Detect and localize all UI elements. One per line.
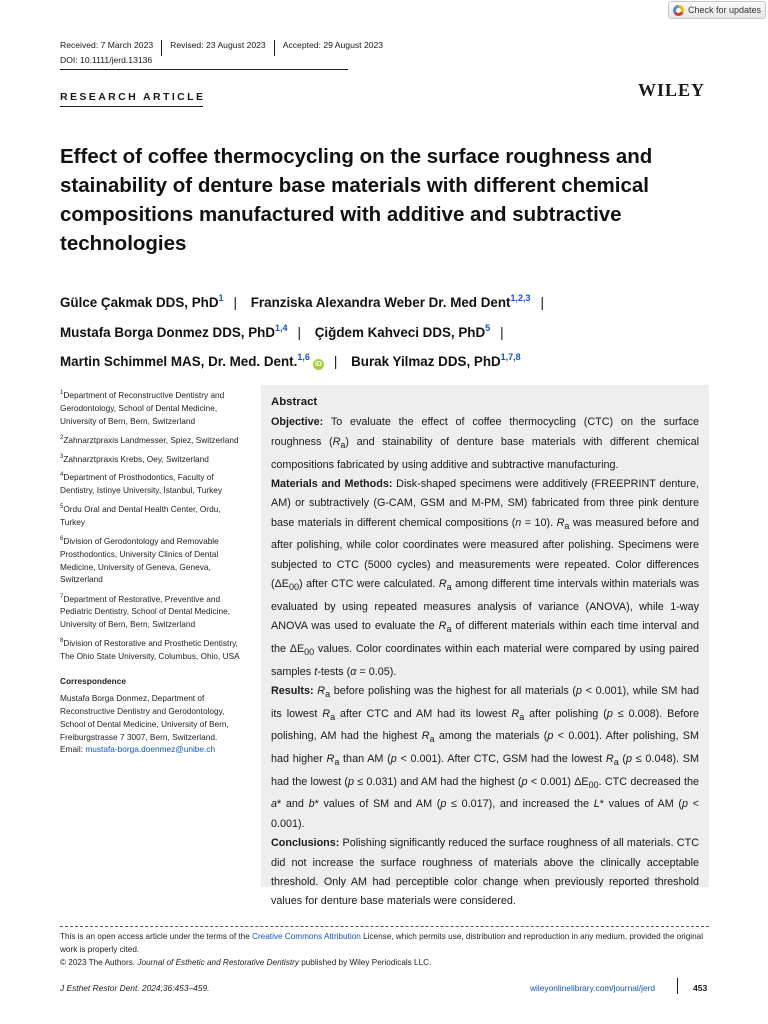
divider [274, 40, 275, 56]
correspondence-email-link[interactable]: mustafa-borga.doenmez@unibe.ch [85, 744, 216, 755]
journal-citation: J Esthet Restor Dent. 2024;36:453–459. [60, 983, 210, 993]
abstract [271, 393, 699, 912]
author-affil-ref[interactable]: 1,6 [297, 352, 310, 362]
check-for-updates-button[interactable] [668, 1, 766, 19]
article-type: RESEARCH ARTICLE [60, 91, 206, 103]
creative-commons-link[interactable]: Creative Commons Attribution [252, 932, 361, 941]
author-list: Gülce Çakmak DDS, PhD$^1$ | Franziska Alexandra Weber Dr. Med Dent$^{1,2,3}$ | Mustafa Borga Donmez DDS, PhD$^{1,4}$ | Çiğdem Kahveci DDS, PhD$^5$ | Martin Schimmel MAS, Dr. Med. Dent.$^{1,6}$iD | Burak Yilmaz DDS, PhD$^{1,7,8}$ [60, 293, 544, 369]
revised-date: Revised: 23 August 2023 [170, 40, 266, 50]
affiliation: $^3$Zahnarztpraxis Krebs, Oey, Switzerland [60, 453, 209, 464]
accepted-date: Accepted: 29 August 2023 [282, 40, 384, 50]
crossmark-icon [673, 5, 684, 16]
publisher-logo: WILEY [638, 80, 706, 100]
author-name: Franziska Alexandra Weber Dr. Med Dent [250, 295, 511, 310]
abstract-objective: Objective: To evaluate the effect of coffee thermocycling (CTC) on the surface roughness $(R_a)$ and stainability of denture base materials with different chemical compositions fabricated by using additive and subtractive manufacturing. [271, 416, 699, 471]
author-name: Burak Yilmaz DDS, PhD [351, 354, 501, 369]
abstract-heading: Abstract [271, 396, 318, 408]
doi: DOI: 10.1111/jerd.13136 [60, 55, 153, 65]
affiliation: $^7$Department of Restorative, Preventive and Pediatric Dentistry, School of Dental Medicine, University of Bern, Bern, Switzerland [60, 593, 231, 630]
author-name: Martin Schimmel MAS, Dr. Med. Dent. [60, 354, 298, 369]
affiliation: $^8$Division of Restorative and Prosthetic Dentistry, The Ohio State University, Columbus, Ohio, USA [60, 637, 240, 661]
divider [161, 40, 162, 56]
correspondence-text: Mustafa Borga Donmez, Department of Reconstructive Dentistry and Gerodontology, School of Dental Medicine, University of Bern, Freiburgstrasse 7 3007, Bern, Switzerland. Email: mustafa-borga.doenmez@unibe.ch [60, 692, 229, 755]
license-divider [60, 926, 709, 927]
page-number: 453 [693, 983, 708, 993]
author-affil-ref[interactable]: 5 [485, 322, 491, 333]
author-name: Çiğdem Kahveci DDS, PhD [314, 324, 486, 340]
affiliation: $^5$Ordu Oral and Dental Health Center, Ordu, Turkey [60, 503, 221, 527]
author-affil-ref[interactable]: 1,7,8 [500, 352, 521, 362]
author-name: Gülce Çakmak DDS, PhD [60, 295, 219, 310]
article-type-rule [60, 106, 203, 107]
paper-title: Effect of coffee thermocycling on the surface roughness and stainability of denture base materials with different chemical compositions manufactured with additive and subtractive technologies [60, 145, 653, 255]
license-notice: This is an open access article under the terms of the Creative Commons Attribution License, which permits use, distribution and reproduction in any medium, provided the original work is properly cited. © 2023 The Authors. Journal of Esthetic and Restorative Dentistry published by Wiley Periodicals LLC. [60, 932, 704, 967]
abstract-methods: Materials and Methods: Disk-shaped specimens were additively (FREEPRINT denture, AM) or subtractively (G-CAM, GSM and M-PM, SM) fabricated from three pink denture base materials in different chemical compositions (n = 10). $R_a$ was measured before and after polishing, while color coordinates were measured after polishing. Specimens were subjected to CTC (5000 cycles) and measurements were repeated. Color differences $(\Delta E_{00})$ after CTC were calculated. $R_a$ among different time intervals within materials was evaluated by using repeated measures analysis of variance (ANOVA), while 1-way ANOVA was used to evaluate the $R_a$ of different materials within each time interval and the $\Delta E_{00}$ values. Color coordinates within each material were compared by using paired samples t-tests (α = 0.05). [271, 477, 700, 678]
check-for-updates-label: Check for updates [688, 5, 762, 15]
affiliation: $^6$Division of Gerodontology and Removable Prosthodontics, University Clinics of Dental Medicine, University of Geneva, Geneva, Switzerland [60, 535, 219, 585]
affiliations [60, 387, 242, 756]
affiliation: $^4$Department of Prosthodontics, Faculty of Dentistry, Istinye University, İstanbul, Turkey [60, 472, 222, 496]
author-affil-ref[interactable]: 1,4 [275, 322, 288, 333]
article-dates [60, 37, 391, 53]
author-affil-ref[interactable]: 1 [218, 293, 224, 303]
correspondence-heading: Correspondence [60, 675, 126, 686]
abstract-results: Results: $R_a$ before polishing was the highest for all materials (p < 0.001), while SM had its lowest $R_a$ after CTC and AM had its lowest $R_a$ after polishing (p ≤ 0.008). Before polishing, AM had the highest $R_a$ among the materials (p < 0.001). After polishing, SM had higher $R_a$ than AM (p < 0.001). After CTC, GSM had the lowest $R_a$ (p ≤ 0.048). SM had the lowest (p ≤ 0.031) and AM had the highest (p < 0.001) $\Delta E_{00}$. CTC decreased the a* and b* values of SM and AM (p ≤ 0.017), and increased the L* values of AM (p < 0.001). [271, 685, 700, 830]
abstract-conclusions: Conclusions: Polishing significantly reduced the surface roughness of all materials. CTC did not increase the surface roughness of materials above the clinically acceptable threshold. Only AM had perceptible color change when previously reported threshold values for denture base materials were considered. [271, 837, 699, 908]
author-name: Mustafa Borga Donmez DDS, PhD [60, 324, 276, 340]
affiliation: $^1$Department of Reconstructive Dentistry and Gerodontology, School of Dental Medicine, University of Bern, Bern, Switzerland [60, 389, 225, 426]
journal-url-link[interactable]: wileyonlinelibrary.com/journal/jerd [530, 983, 656, 993]
author-affil-ref[interactable]: 1,2,3 [510, 293, 531, 303]
header-rule [60, 69, 348, 70]
footer-divider [677, 978, 678, 994]
received-date: Received: 7 March 2023 [60, 40, 154, 50]
orcid-icon[interactable]: iD [314, 361, 322, 368]
affiliation: $^2$Zahnarztpraxis Landmesser, Spiez, Switzerland [60, 434, 239, 445]
